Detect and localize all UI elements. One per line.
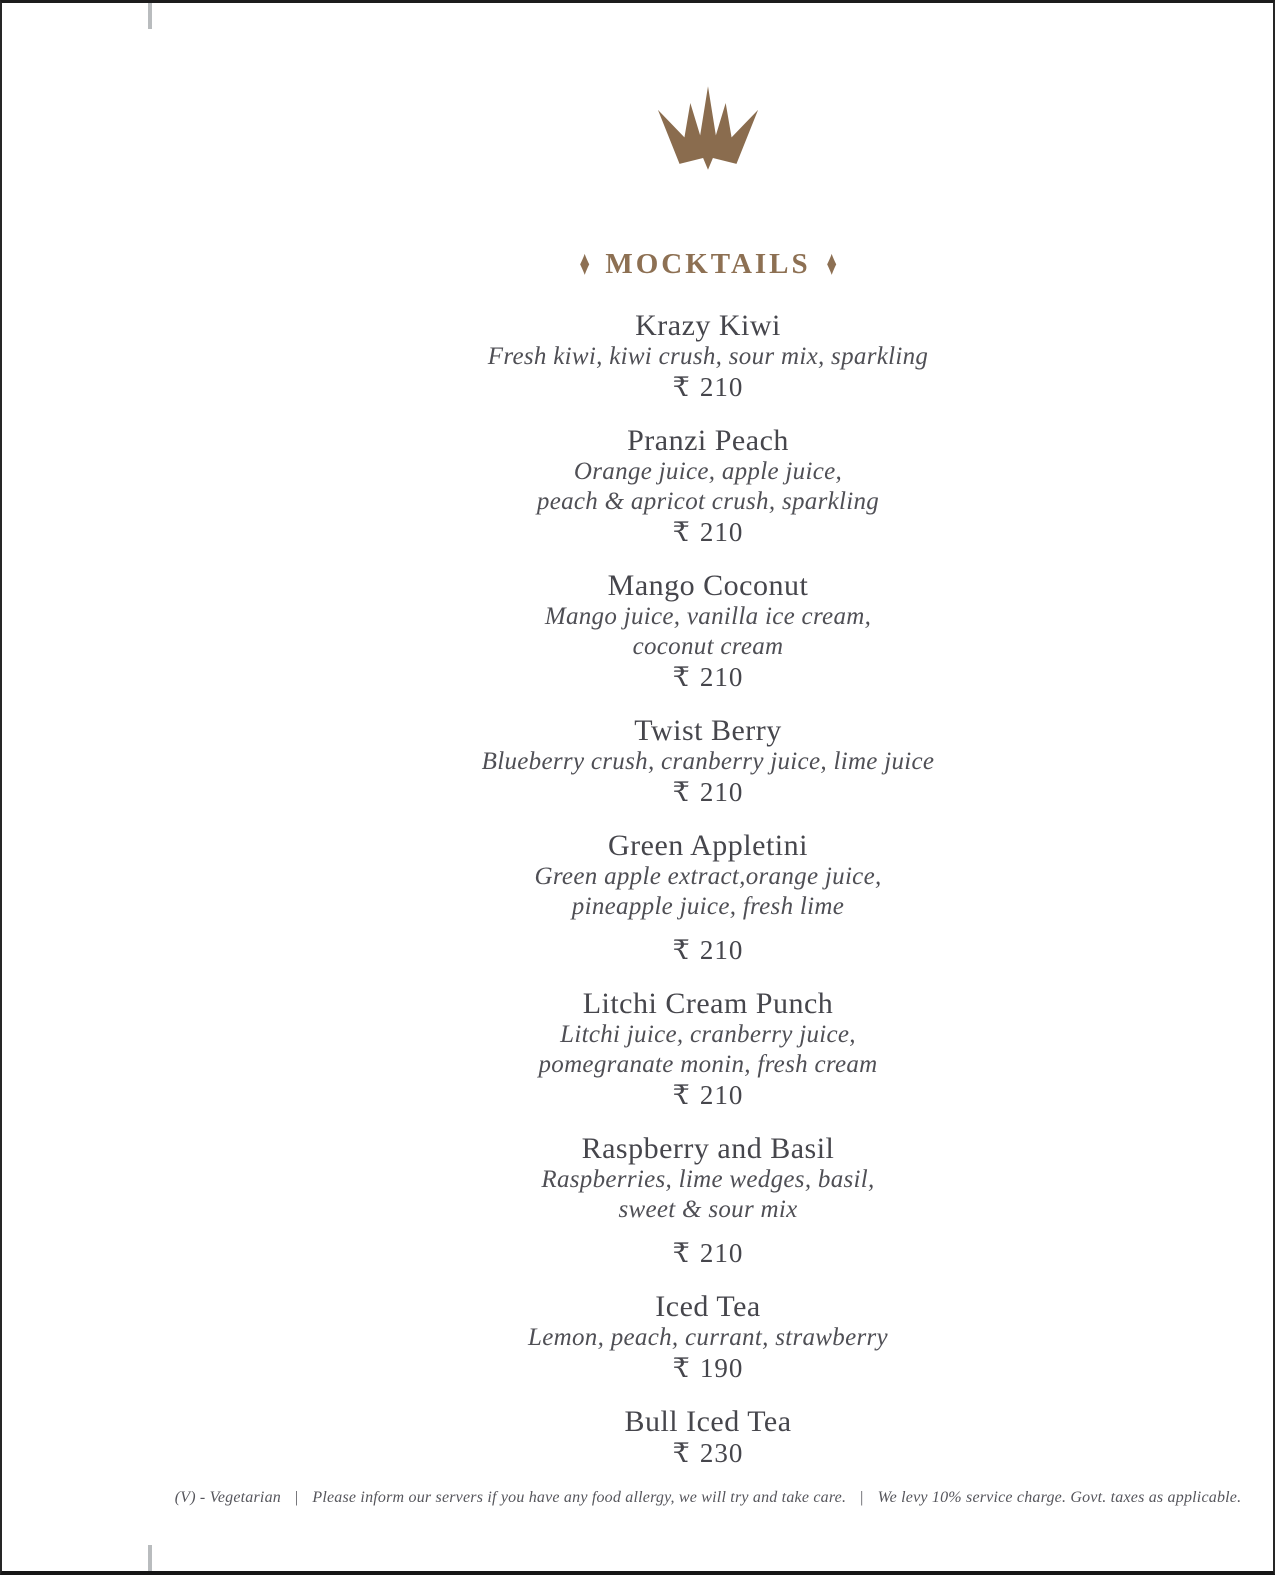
- item-price: [139, 777, 1275, 808]
- rupee-currency-icon: ₹: [672, 1353, 691, 1383]
- item-price: [139, 1238, 1275, 1269]
- item-price-value: 230: [699, 1438, 744, 1468]
- footer-vegetarian-note: (V) - Vegetarian: [174, 1489, 281, 1506]
- item-description-line: Litchi juice, cranberry juice,: [560, 1021, 856, 1048]
- item-name: Krazy Kiwi: [635, 309, 781, 342]
- crown-logo-icon: [139, 86, 1275, 170]
- menu-item-bull-iced-tea: [139, 1405, 1275, 1469]
- diamond-right-icon: ♦: [826, 244, 837, 283]
- item-price-value: 210: [699, 372, 744, 402]
- menu-item-list: [139, 309, 1275, 1469]
- item-name: Green Appletini: [608, 829, 808, 862]
- section-title: [139, 244, 1275, 284]
- item-price: [139, 1353, 1275, 1384]
- menu-item-green-appletini: [139, 829, 1275, 966]
- menu-item-iced-tea: [139, 1290, 1275, 1384]
- rupee-currency-icon: ₹: [672, 372, 691, 402]
- item-name: Raspberry and Basil: [581, 1132, 835, 1165]
- item-price-value: 210: [699, 517, 744, 547]
- menu-item-mango-coconut: [139, 569, 1275, 693]
- item-name: Iced Tea: [655, 1290, 761, 1323]
- item-description-line: Raspberries, lime wedges, basil,: [541, 1166, 875, 1193]
- menu-item-krazy-kiwi: [139, 309, 1275, 403]
- item-description-line: pineapple juice, fresh lime: [571, 893, 845, 920]
- item-price-value: 210: [699, 935, 744, 965]
- footer-service-charge-note: We levy 10% service charge. Govt. taxes as applicable.: [877, 1489, 1242, 1506]
- item-description-line: Mango juice, vanilla ice cream,: [544, 603, 872, 630]
- fold-mark-bottom: [148, 1545, 152, 1571]
- rupee-currency-icon: ₹: [672, 777, 691, 807]
- footer-separator: |: [294, 1489, 299, 1506]
- rupee-currency-icon: ₹: [672, 935, 691, 965]
- rupee-currency-icon: ₹: [672, 662, 691, 692]
- item-description-line: Lemon, peach, currant, strawberry: [528, 1324, 888, 1351]
- item-price-value: 210: [699, 1238, 744, 1268]
- menu-item-pranzi-peach: [139, 424, 1275, 548]
- item-price: [139, 662, 1275, 693]
- item-price: [139, 1080, 1275, 1111]
- item-price-value: 210: [699, 662, 744, 692]
- menu-content: [139, 3, 1275, 1490]
- footer-allergy-note: Please inform our servers if you have any food allergy, we will try and take care.: [312, 1489, 847, 1506]
- item-price: [139, 935, 1275, 966]
- diamond-left-icon: ♦: [579, 244, 590, 283]
- rupee-currency-icon: ₹: [672, 1438, 691, 1468]
- item-description-line: Fresh kiwi, kiwi crush, sour mix, sparkling: [487, 343, 929, 370]
- item-price-value: 210: [699, 777, 744, 807]
- footer-note: [139, 1489, 1275, 1507]
- item-name: Twist Berry: [634, 714, 782, 747]
- item-description-line: peach & apricot crush, sparkling: [536, 488, 880, 515]
- item-name: Bull Iced Tea: [624, 1405, 792, 1438]
- rupee-currency-icon: ₹: [672, 517, 691, 547]
- menu-item-twist-berry: [139, 714, 1275, 808]
- item-description-line: Green apple extract,orange juice,: [534, 863, 882, 890]
- item-description-line: pomegranate monin, fresh cream: [538, 1051, 878, 1078]
- item-price-value: 190: [699, 1353, 744, 1383]
- item-description-line: Orange juice, apple juice,: [573, 458, 843, 485]
- item-description-line: Blueberry crush, cranberry juice, lime juice: [481, 748, 935, 775]
- item-price-value: 210: [699, 1080, 744, 1110]
- item-name: Mango Coconut: [607, 569, 809, 602]
- rupee-currency-icon: ₹: [672, 1238, 691, 1268]
- rupee-currency-icon: ₹: [672, 1080, 691, 1110]
- item-price: [139, 517, 1275, 548]
- item-name: Litchi Cream Punch: [582, 987, 834, 1020]
- item-name: Pranzi Peach: [627, 424, 789, 457]
- footer-separator: |: [860, 1489, 864, 1506]
- item-price: [139, 372, 1275, 403]
- item-price: [139, 1438, 1275, 1469]
- section-title-label: MOCKTAILS: [605, 247, 811, 280]
- menu-item-raspberry-and-basil: [139, 1132, 1275, 1269]
- menu-item-litchi-cream-punch: [139, 987, 1275, 1111]
- item-description-line: coconut cream: [632, 633, 784, 660]
- item-description-line: sweet & sour mix: [618, 1196, 798, 1223]
